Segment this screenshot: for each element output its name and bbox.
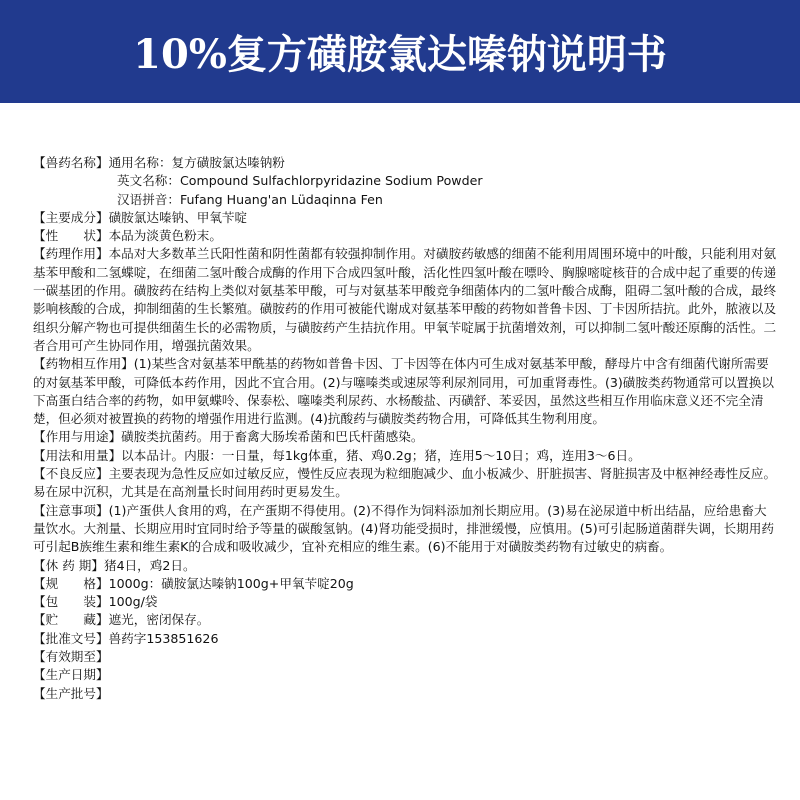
field-pharmacology: [33, 245, 778, 355]
field-ingredients: [33, 209, 778, 227]
field-value: 猪4日，鸡2日。: [103, 557, 196, 573]
field-label: 【用法和用量】: [33, 447, 122, 463]
field-value: 本品对大多数革兰氏阳性菌和阴性菌都有较强抑制作用。对磺胺药敏感的细菌不能利用周围环境中的叶酸，只能利用对氨基苯甲酸和二氢蝶啶，在细菌二氢叶酸合成酶的作用下合成四氢叶酸，活化性四氢叶酸在嘌呤、胸腺嘧啶核苷的合成中起了重要的传递一碳基团的作用。磺胺药在结构上类似对氨基苯甲酸，可与对氨基苯甲酸竞争细菌体内的二氢叶酸合成酶，阻碍二氢叶酸的合成，最终影响核酸的合成，抑制细菌的生长繁殖。磺胺药的作用可被能代谢成对氨基苯甲酸的药物如普鲁卡因、丁卡因所拮抗。此外，脓液以及组织分解产物也可提供细菌生长的必需物质，与磺胺药产生拮抗作用。甲氧苄啶属于抗菌增效剂，可以抑制二氢叶酸还原酶的活性。二者合用可产生协同作用，增强抗菌效果。: [33, 246, 777, 353]
field-value: 1000g：磺胺氯达嗪钠100g+甲氧苄啶20g: [108, 575, 354, 591]
title-banner: [0, 0, 800, 103]
field-value: 以本品计。内服：一日量，每1kg体重，猪、鸡0.2g；猪，连用5～10日；鸡，连用3～6日。: [121, 447, 641, 463]
field-value-english-name: 英文名称：Compound Sulfachlorpyridazine Sodium Powder: [117, 173, 483, 189]
instructions-body: [33, 154, 778, 703]
field-value: 兽药字153851626: [108, 630, 219, 646]
field-adverse-reactions: [33, 465, 778, 502]
field-value: 主要表现为急性反应如过敏反应，慢性反应表现为粒细胞减少、血小板减少、肝脏损害、肾脏损害及中枢神经毒性反应。易在尿中沉积，尤其是在高剂量长时间用药时更易发生。: [33, 466, 777, 500]
field-package: [33, 593, 778, 611]
field-label: 【注意事项】: [33, 502, 109, 518]
field-dosage: [33, 447, 778, 465]
field-value: 本品为淡黄色粉末。: [108, 228, 222, 244]
field-value: 磺胺类抗菌药。用于畜禽大肠埃希菌和巴氏杆菌感染。: [121, 429, 424, 445]
document-title: 10%复方磺胺氯达嗪钠说明书: [133, 31, 667, 78]
field-value: (1)某些含对氨基苯甲酰基的药物如普鲁卡因、丁卡因等在体内可生成对氨基苯甲酸，酵母片中含有细菌代谢所需要的对氨基苯甲酸，可降低本药作用，因此不宜合用。(2)与噻嗪类或速尿等利尿剂同用，可加重肾毒性。(3)磺胺类药物通常可以置换以下高蛋白结合率的药物，如甲氨蝶呤、保泰松、噻嗪类利尿药、水杨酸盐、丙磺舒、苯妥因，虽然这些相互作用临床意义还不完全清楚，但必须对被置换的药物的增强作用进行监测。(4)抗酸药与磺胺类药物合用，可降低其生物利用度。: [33, 356, 774, 427]
field-batch-number: [33, 685, 778, 703]
field-value-pinyin: 汉语拼音：Fufang Huang'an Lüdaqinna Fen: [117, 191, 383, 207]
field-label: 【主要成分】: [33, 209, 109, 225]
field-label: 【贮 藏】: [33, 612, 109, 628]
field-label: 【休 药 期】: [33, 557, 104, 573]
field-appearance: [33, 227, 778, 245]
field-label: 【有效期至】: [33, 649, 109, 665]
field-name: [33, 154, 778, 172]
field-production-date: [33, 666, 778, 684]
field-value: (1)产蛋供人食用的鸡，在产蛋期不得使用。(2)不得作为饲料添加剂长期应用。(3)易在泌尿道中析出结晶，应给患畜大量饮水。大剂量、长期应用时宜同时给予等量的碳酸氢钠。(4)肾功能受损时，排泄缓慢，应慎用。(5)可引起肠道菌群失调，长期用药可引起B族维生素和维生素K的合成和吸收减少，宜补充相应的维生素。(6)不能用于对磺胺类药物有过敏史的病畜。: [33, 502, 774, 555]
field-label: 【不良反应】: [33, 466, 109, 482]
field-withdrawal: [33, 557, 778, 575]
field-value-common-name: 通用名称：复方磺胺氯达嗪钠粉: [108, 155, 285, 170]
field-label: 【兽药名称】: [33, 155, 109, 170]
field-specification: [33, 575, 778, 593]
field-label: 【批准文号】: [33, 630, 109, 646]
field-label: 【生产批号】: [33, 685, 109, 701]
field-indications: [33, 428, 778, 446]
field-label: 【药物相互作用】: [33, 356, 134, 372]
field-value: 遮光，密闭保存。: [108, 612, 210, 628]
field-label: 【作用与用途】: [33, 429, 122, 445]
field-label: 【药理作用】: [33, 246, 109, 262]
field-value: 磺胺氯达嗪钠、甲氧苄啶: [108, 209, 248, 225]
field-label: 【规 格】: [33, 575, 109, 591]
field-storage: [33, 611, 778, 629]
field-label: 【性 状】: [33, 228, 109, 244]
field-label: 【包 装】: [33, 594, 109, 610]
field-interactions: [33, 355, 778, 428]
field-approval-number: [33, 630, 778, 648]
field-label: 【生产日期】: [33, 667, 109, 683]
field-value: 100g/袋: [108, 594, 158, 610]
field-expiry: [33, 648, 778, 666]
field-precautions: [33, 502, 778, 557]
